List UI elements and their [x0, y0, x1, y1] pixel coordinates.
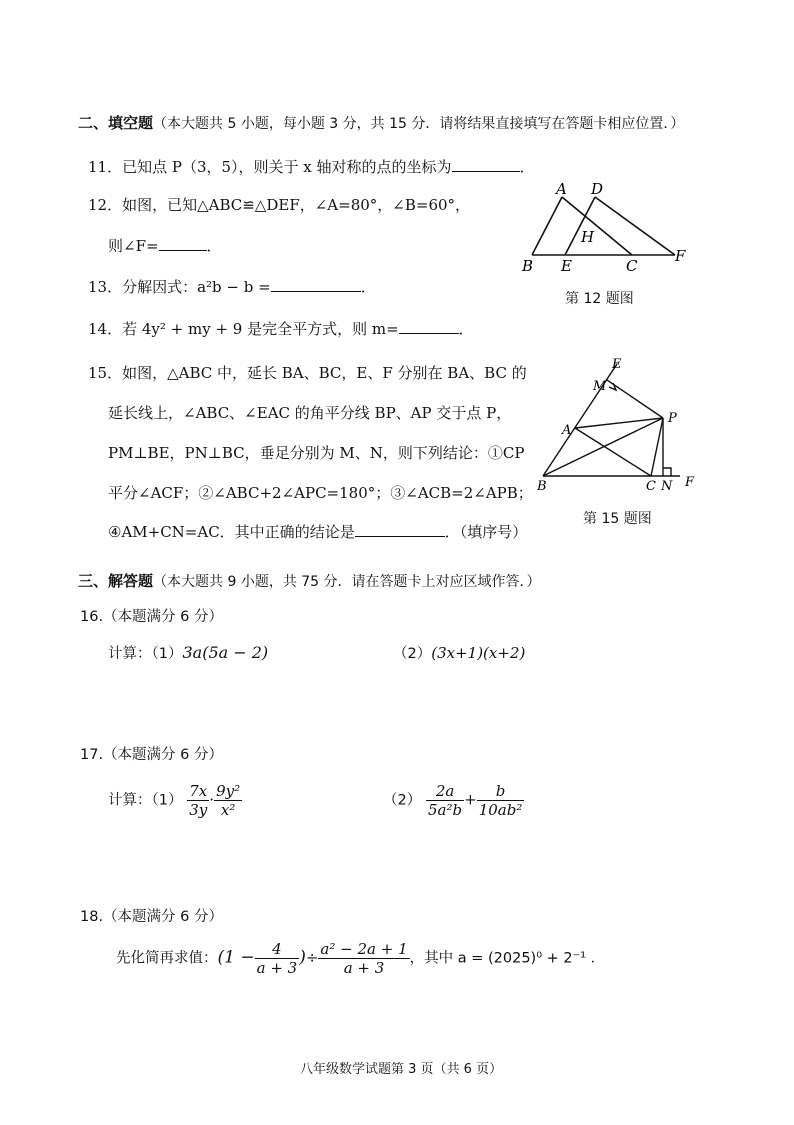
q12-line2-text: 则∠F= [108, 237, 159, 255]
question-12-line1: 12．如图，已知△ABC≌△DEF，∠A=80°，∠B=60°， [88, 196, 471, 214]
q18-f1-den: a + 3 [256, 959, 298, 977]
q18-close: ) [299, 947, 306, 968]
line-CP [651, 418, 663, 476]
segment-AB [532, 197, 562, 255]
q13-answer-blank [271, 277, 361, 292]
q17-f3-den: 5a²b [428, 801, 463, 819]
right-angle-N [663, 468, 671, 476]
q17-f1-num: 7x [187, 782, 209, 801]
fig15-label-B: B [537, 479, 547, 494]
q12-answer-blank [159, 236, 207, 251]
q18-fraction-1 [255, 940, 300, 977]
fig15-label-C: C [646, 479, 656, 494]
q14-end: ． [458, 320, 474, 338]
q18-title: 18.（本题满分 6 分） [80, 909, 224, 925]
label-H: H [581, 228, 595, 246]
label-C: C [626, 257, 638, 272]
segment-DE [565, 197, 595, 255]
section2-heading [78, 112, 684, 133]
q16-body [108, 642, 268, 663]
q11-end: ． [519, 158, 535, 176]
q14-text: 14．若 4y² + my + 9 是完全平方式，则 m= [88, 320, 399, 338]
line-AP [575, 418, 663, 428]
fig15-label-F: F [685, 475, 695, 490]
q14-answer-blank [399, 319, 459, 334]
label-E: E [561, 257, 572, 272]
section3-title: 三、解答题 [78, 572, 154, 590]
label-A: A [556, 182, 567, 198]
q18-f1-num: 4 [255, 940, 300, 959]
q17-body [108, 782, 242, 819]
q17-part2-block [383, 782, 524, 819]
figure-12 [515, 182, 690, 272]
label-B: B [522, 257, 534, 272]
q11-answer-blank [452, 157, 520, 172]
q16-part2-block [393, 642, 525, 663]
q16-title: 16.（本题满分 6 分） [80, 609, 224, 625]
q17-f4-den: 10ab² [478, 801, 523, 819]
q18-condition: ，其中 a = (2025)⁰ + 2⁻¹ ． [409, 950, 606, 967]
q15-answer-blank [355, 522, 445, 537]
q17-f2-den: x² [220, 801, 236, 819]
question-11 [88, 156, 535, 177]
q15-line5-text: ④AM+CN=AC．其中正确的结论是 [108, 523, 355, 541]
q16-part2-label: （2） [393, 646, 432, 662]
q18-f2-num: a² − 2a + 1 [320, 940, 408, 958]
label-D: D [591, 182, 604, 198]
label-F: F [675, 247, 686, 265]
line-PM [607, 380, 663, 418]
segment-AC [562, 197, 632, 255]
line-BP [543, 418, 663, 476]
q16-part2: (3x+1)(x+2) [431, 644, 526, 662]
q16-part1: 3a(5a − 2) [182, 643, 269, 662]
question-13 [88, 276, 376, 297]
section2-title: 二、填空题 [78, 114, 154, 132]
q16-prompt: 计算：（1） [108, 646, 183, 662]
fig15-label-N: N [661, 479, 673, 494]
q17-dot: · [209, 790, 215, 809]
question-14 [88, 318, 474, 339]
question-15-line1: 15．如图，△ABC 中，延长 BA、BC，E、F 分别在 BA、BC 的 [88, 364, 527, 382]
q17-prompt: 计算：（1） [108, 792, 183, 809]
fig15-label-E: E [612, 357, 622, 372]
q15-end: ．（填序号） [444, 523, 528, 541]
figure-15-caption: 第 15 题图 [583, 511, 652, 527]
q17-f3-num: 2a [426, 782, 464, 801]
q18-prompt: 先化简再求值： [116, 950, 218, 967]
fig15-label-A: A [562, 423, 572, 438]
q17-fraction-3 [426, 782, 464, 819]
q18-div: ÷ [305, 948, 319, 967]
q17-plus: + [464, 790, 477, 809]
line-AC [575, 428, 651, 476]
q18-fraction-2 [318, 940, 409, 977]
figure-12-caption: 第 12 题图 [565, 291, 634, 307]
q13-end: ． [360, 278, 376, 296]
q17-f1-den: 3y [189, 801, 208, 819]
fig15-label-M: M [593, 379, 607, 394]
segment-DF [595, 197, 675, 255]
q17-f4-num: b [477, 782, 525, 801]
section3-heading [78, 570, 541, 591]
q17-fraction-1 [187, 782, 209, 819]
question-15-line2: 延长线上，∠ABC、∠EAC 的角平分线 BP、AP 交于点 P， [108, 404, 512, 422]
question-15-line3: PM⊥BE，PN⊥BC，垂足分别为 M、N，则下列结论：①CP [108, 444, 525, 462]
section2-note: （本大题共 5 小题，每小题 3 分，共 15 分．请将结果直接填写在答题卡相应位置．） [153, 116, 685, 132]
q17-f2-num: 9y² [216, 782, 241, 800]
page-footer: 八年级数学试题第 3 页（共 6 页） [300, 1062, 503, 1077]
question-15-line5 [108, 521, 527, 542]
q18-body [116, 940, 605, 977]
q17-fraction-2 [214, 782, 242, 819]
section3-note: （本大题共 9 小题，共 75 分．请在答题卡上对应区域作答．） [153, 574, 541, 590]
question-15-line4: 平分∠ACF；②∠ABC+2∠APC=180°；③∠ACB=2∠APB； [108, 484, 533, 502]
question-12-line2 [108, 235, 222, 256]
q12-end: ． [206, 237, 222, 255]
q17-fraction-4 [477, 782, 525, 819]
q17-title: 17.（本题满分 6 分） [80, 747, 224, 763]
q17-part2-label: （2） [383, 792, 422, 809]
q13-text: 13．分解因式：a²b − b = [88, 278, 271, 296]
q11-text: 11．已知点 P（3，5），则关于 x 轴对称的点的坐标为 [88, 158, 452, 176]
q18-f2-den: a + 3 [343, 959, 385, 977]
q18-open: (1 − [217, 947, 255, 968]
figure-15 [535, 356, 700, 496]
fig15-label-P: P [668, 411, 677, 426]
